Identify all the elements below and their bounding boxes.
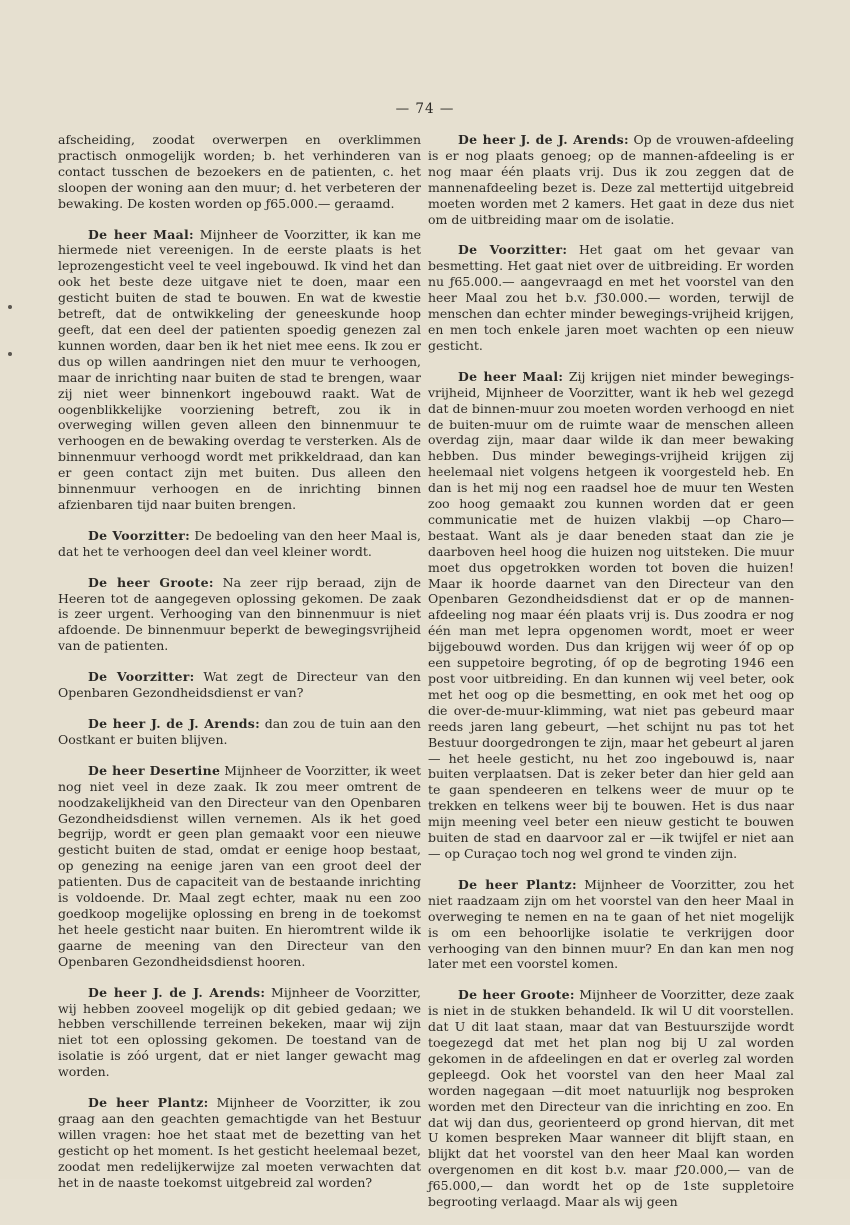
paragraph-text: Mijnheer de Voorzitter, zou het niet raadzaam zijn om het voorstel van den heer Maal in overweging te nemen en na te gaan of het niet mogelijk is om een behoorlijke isolatie te verkrijgen door verhooging van den binnen muur? En dan kan men nog later met een voorstel komen. (428, 876, 795, 972)
speaker-name: De heer J. de J. Arends: (458, 132, 629, 147)
speaker-name: De heer J. de J. Arends: (88, 716, 261, 731)
speaker-name: De heer Groote: (88, 574, 214, 590)
paragraph (58, 528, 421, 560)
paragraph-text: Mijnheer de Voorzitter, ik zou graag aan den geachten gemachtigde van het Bestuur willen vragen: hoe het staat met de bezetting van het gesticht op het moment. Is het gesticht heelemaal bezet, zoodat men redelijkerwijze zal moeten verwachten dat het in de naaste toekomst uitgebreid zal worden? (58, 1095, 421, 1190)
paragraph (58, 716, 421, 748)
paragraph (58, 669, 421, 701)
speaker-name: De heer Maal: (458, 368, 564, 384)
paragraph-text: Het gaat om het gevaar van besmetting. Het gaat niet over de uitbreiding. Er worden nu ƒ65.000.— aangevraagd en met het voorstel van den heer Maal zou het b.v. ƒ30.000.— worden, terwijl de menschen dan echter minder bewegings-vrijheid krijgen, en men toch enkele jaren moet wachten op een nieuw gesticht. (428, 242, 794, 353)
speaker-name: De Voorzitter: (88, 527, 191, 543)
right-column (428, 132, 794, 1225)
paragraph (58, 763, 421, 970)
paragraph (58, 575, 421, 655)
paragraph-text: De bedoeling van den heer Maal is, dat het te verhoogen deel dan veel kleiner wordt. (58, 527, 421, 559)
paragraph (428, 877, 794, 972)
speaker-name: De heer Plantz: (88, 1095, 209, 1111)
paragraph-text: dan zou de tuin aan den Oostkant er buiten blijven. (58, 716, 421, 747)
paragraph (428, 987, 794, 1210)
paragraph: afscheiding, zoodat overwerpen en overklimmen practisch onmogelijk worden; b. het verhinderen van contact tusschen de bezoekers en de patienten, c. het sloopen der woning aan den muur; d. het verbeteren der bewaking. De kosten worden op ƒ65.000.— geraamd. (58, 132, 421, 211)
punch-mark (8, 352, 12, 356)
speaker-name: De heer Desertine (88, 762, 221, 778)
paragraph-text: Wat zegt de Directeur van den Openbaren Gezondheidsdienst er van? (58, 669, 421, 701)
speaker-name: De heer Groote: (458, 987, 575, 1003)
paragraph (428, 242, 794, 353)
paragraph-text: Mijnheer de Voorzitter, ik kan me hiermede niet vereenigen. In de eerste plaats is het leprozengesticht veel te veel ingebouwd. Ik vind het dan ook het beste deze uitgave niet te doen, maar een gesticht buiten de stad te bouwen. En wat de kwestie betreft, dat de ontwikkeling der geneeskunde hoop geeft, dat een deel der patienten spoedig genezen zal kunnen worden, daar ben ik het niet mee eens. Ik zou er dus op willen aandringen niet den muur te verhoogen, maar de inrichting naar buiten de stad te brengen, waar zij niet weer binnenkort ingebouwd raakt. Wat de oogenblikkelijke voorziening betreft, zou ik in overweging willen geven alleen den binnenmuur te verhoogen en de bewaking overdag te versterken. Als de binnenmuur verhoogd wordt met prikkeldraad, dan kan er geen contact zijn met buiten. Dus alleen den binnenmuur verhoogen en de inrichting binnen afzienbaren tijd naar buiten brengen. (58, 226, 421, 512)
paragraph (428, 369, 794, 862)
punch-mark (8, 305, 12, 309)
speaker-name: De heer Plantz: (458, 876, 577, 892)
paragraph (428, 132, 794, 227)
paragraph-text: Zij krijgen niet minder bewegings-vrijheid, Mijnheer de Voorzitter, want ik heb wel gezegd dat de binnen-muur zou moeten worden verhoogd en niet de buiten-muur om de ruimte waar de menschen alleen overdag zijn, maar daar wilde ik dan meer bewaking hebben. Dus minder bewegings-vrijheid krijgen zij heelemaal niet volgens hetgeen ik voorgesteld heb. En dan is het mij nog een raadsel hoe de muur ten Westen zoo hoog gemaakt zou kunnen worden dat er geen communicatie met de huizen vlakbij —op Charo— bestaat. Want als je daar beneden staat dan zie je daarboven heel hoog die huizen nog uitsteken. Die muur moet dus opgetrokken worden tot boven die huizen! Maar ik hoorde daarnet van den Directeur van den Openbaren Gezondheidsdienst dat er op de mannen-afdeeling nog maar één plaats vrij is. Dus zoodra er nog één man met lepra opgenomen wordt, moet er weer bijgebouwd worden. Dus dan krijgen wij weer óf op op een suppetoire begroting, óf op de begroting 1946 een post voor uitbreiding. En dan kunnen wij veel beter, ook met het oog op die besmetting, en ook met het oog op die over-de-muur-klimming, wat niet pas gebeurd maar reeds jaren lang gebeurt, —het schijnt nu pas tot het Bestuur doorgedrongen te zijn, maar het gebeurt al jaren— het heele gesticht, nu het zoo ingebouwd is, naar buiten verplaatsen. Dat is zeker beter dan hier geld aan te gaan spendeeren en telkens weer de muur op te trekken en telkens weer bij te bouwen. Het is dus naar mijn meening veel beter een nieuw gesticht te bouwen buiten de stad en daarvoor zal er —ik twijfel er niet aan— op Curaçao toch nog wel grond te vinden zijn. (428, 368, 794, 861)
left-column (58, 132, 421, 1205)
paragraph (58, 227, 421, 513)
speaker-name: De heer J. de J. Arends: (88, 984, 266, 1000)
paragraph-text: Mijnheer de Voorzitter, wij hebben zooveel mogelijk op dit gebied gedaan; we hebben verschillende terreinen bekeken, maar wij zijn niet tot een oplossing gekomen. De toestand van de isolatie is zóó urgent, dat er niet langer gewacht mag worden. (58, 984, 421, 1080)
paragraph (58, 985, 421, 1080)
paragraph (58, 1095, 421, 1190)
speaker-name: De Voorzitter: (458, 242, 568, 258)
paragraph-text: Na zeer rijp beraad, zijn de Heeren tot de aangegeven oplossing gekomen. De zaak is zeer urgent. Verhooging van den binnenmuur is niet afdoende. De binnenmuur beperkt de bewegingsvrijheid van de patienten. (58, 574, 421, 654)
speaker-name: De Voorzitter: (88, 669, 195, 685)
paragraph-text: Mijnheer de Voorzitter, deze zaak is niet in de stukken behandeld. Ik wil U dit voorstellen. dat U dit laat staan, maar dat van Bestuurszijde wordt toegezegd dat met het plan nog bij U zal worden gekomen in de afdeelingen en dat er overleg zal worden gepleegd. Ook het voorstel van den heer Maal zal worden nagegaan —dit moet natuurlijk nog besproken worden met den Directeur van die inrichting en zoo. En dat wij dan dus, georienteerd op grond hiervan, dit met U komen bespreken Maar wanneer dit blijft staan, en blijkt dat het voorstel van den heer Maal kan worden overgenomen en dit kost b.v. maar ƒ20.000,— van de ƒ65.000,— dan wordt het op de 1ste suppletoire begrooting verlaagd. Maar als wij geen (428, 987, 794, 1210)
speaker-name: De heer Maal: (88, 226, 194, 242)
page-number: — 74 — (395, 101, 455, 117)
paragraph-text: Mijnheer de Voorzitter, ik weet nog niet veel in deze zaak. Ik zou meer omtrent de noodzakelijkheid van den Directeur van den Openbaren Gezondheidsdienst willen vernemen. Als ik het goed begrijp, wordt er geen plan gemaakt voor een nieuwe gesticht buiten de stad, omdat er eenige hoop bestaat, op genezing na eenige jaren van een groot deel der patienten. Dus de capaciteit van de bestaande inrichting is voldoende. Dr. Maal zegt echter, maak nu een zoo goedkoop mogelijke oplossing en breng in de toekomst het heele gesticht naar buiten. En hieromtrent wilde ik gaarne de meening van den Directeur van den Openbaren Gezondheidsdienst hooren. (58, 762, 422, 969)
paragraph-text: Op de vrouwen-afdeeling is er nog plaats genoeg; op de mannen-afdeeling is er nog maar één plaats vrij. Dus ik zou zeggen dat de mannenafdeeling bezet is. Deze zal mettertijd uitgebreid moeten worden met 2 kamers. Het gaat in deze dus niet om de uitbreiding maar om de isolatie. (428, 132, 794, 227)
